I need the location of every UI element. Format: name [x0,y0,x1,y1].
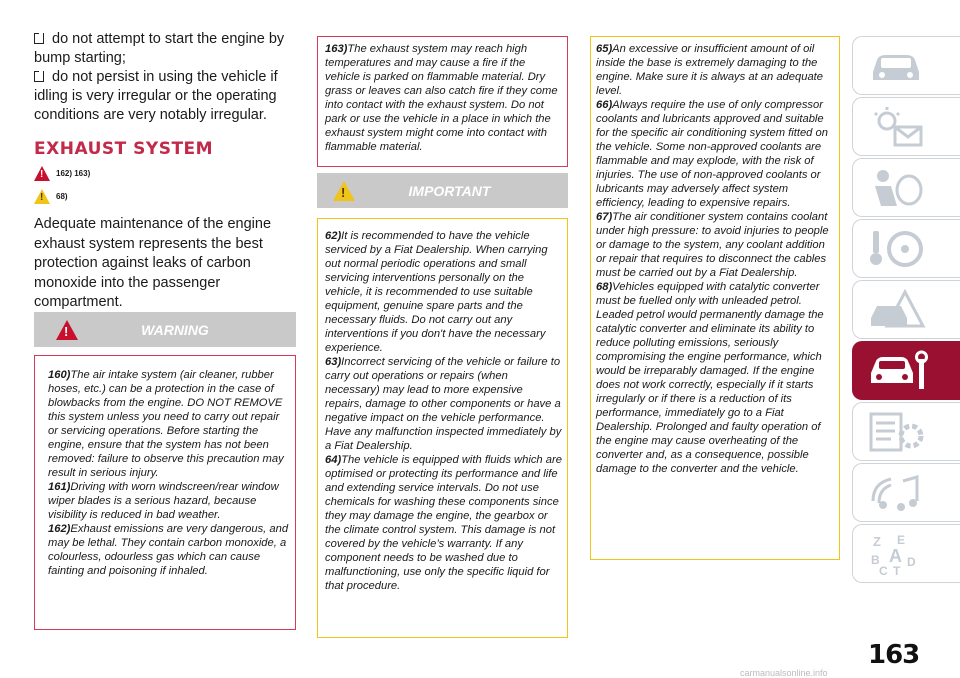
tab-servicing-care[interactable] [852,341,960,400]
warning-reference [34,164,296,182]
tab-knowing-your-car[interactable] [852,36,960,95]
note-text: The vehicle is equipped with fluids which are optimised or protecting its performance and life and extending service intervals. Do not use chemicals for washing these components since they may damage the engine, the gearbox or the climate control system. This damage is not covered by the vehicle’s warranty. If any component needs to be washed due to malfunctioning, use only the specific liquid for that procedure. [325,454,562,592]
dashboard-lights-icon [867,105,927,149]
note-number: 68) [596,281,613,293]
warning-triangle-icon: ! [34,166,50,181]
bullet-item [34,30,296,68]
tab-dashboard[interactable] [852,97,960,156]
body-paragraph: Adequate maintenance of the engine exhaust system represents the best protection against leaks of carbon monoxide into the passenger compartment. [34,216,272,310]
bullet-item [34,68,296,125]
note-number: 160) [48,369,71,381]
svg-text:T: T [893,563,901,576]
important-note [325,355,563,453]
tab-starting-driving[interactable] [852,219,960,278]
warning-note [48,522,291,578]
tab-technical-specs[interactable] [852,402,960,461]
key-steering-icon [867,227,927,271]
multimedia-icon [867,471,927,515]
tab-index[interactable] [852,524,960,583]
svg-text:A: A [889,545,902,566]
bullet-text: do not attempt to start the engine by bump starting; [34,31,285,66]
car-wrench-icon [867,349,937,393]
svg-text:B: B [871,552,880,567]
important-ref-text: 68) [56,191,68,201]
warning-note [48,480,291,522]
tab-multimedia[interactable] [852,463,960,522]
warning-box [34,355,296,630]
note-number: 62) [325,230,342,242]
note-number: 64) [325,454,342,466]
important-note [596,42,835,98]
checkbox-bullet-icon [34,71,44,82]
note-number: 65) [596,43,613,55]
important-triangle-icon: ! [333,181,355,201]
svg-text:D: D [907,554,916,569]
note-number: 66) [596,99,613,111]
important-title: IMPORTANT [408,182,491,199]
bullet-text: do not persist in using the vehicle if idling is very irregular or the operating conditions are very notably irregular. [34,69,278,123]
watermark: carmanualsonline.info [740,668,828,678]
svg-text:C: C [879,563,888,576]
note-number: 63) [325,356,342,368]
important-note [596,98,835,210]
important-note [325,229,563,355]
airbag-seat-icon [867,166,927,210]
car-icon [867,46,927,86]
note-number: 163) [325,43,348,55]
important-note [325,453,563,593]
index-letters-icon [867,532,927,576]
important-box-continued [590,36,840,560]
note-text: It is recommended to have the vehicle serviced by a Fiat Dealership. When carrying out normal periodic operations and small servicing interventions personally on the vehicle, it is recommended to use suitable equipment, genuine spare parts and the necessary fluids. Do not carry out any interventions if you don't have the necessary experience. [325,230,548,354]
important-triangle-icon: ! [34,189,50,204]
svg-text:E: E [897,532,906,547]
warning-note [48,368,291,480]
tab-safety[interactable] [852,158,960,217]
svg-text:Z: Z [873,533,881,549]
important-reference [34,187,296,205]
note-text: Driving with worn windscreen/rear window wiper blades is a serious hazard, because visibility is reduced in bad weather. [48,481,279,521]
note-text: Exhaust emissions are very dangerous, and may be lethal. They contain carbon monoxide, a colourless, odourless gas which can cause fainting and poisoning if inhaled. [48,523,289,577]
warning-header [34,312,296,347]
warning-note [325,42,563,154]
note-text: Always require the use of only compressor coolants and lubricants approved and suitable for the specific air conditioning system fitted on the vehicle. Some non-approved coolants are flammable and may explode, with the risk of injuries. The use of non-approved coolants or lubricants may adversely affect system efficiency, leading to expensive repairs. [596,99,828,209]
note-text: Vehicles equipped with catalytic converter must be fuelled only with unleaded petrol. Leaded petrol would permanently damage the catalytic converter and eliminate its ability to reduce polluting emissions, seriously compromising the engine performance, which would be irreparably damaged. If the engine does not work correctly, especially if it starts irregularly or if there is a reduction of its performance, immediately go to a Fiat Dealership. Prolonged and faulty operation of the engine may cause overheating of the converter and, as a consequence, possible damage to the converter and the vehicle. [596,281,824,475]
page-number: 163 [868,640,920,670]
note-text: Incorrect servicing of the vehicle or failure to carry out operations or repairs (when necessary) may lead to more expensive repairs, damage to other components or have a negative impact on the vehicle performance. Have any malfunction inspected immediately by a Fiat Dealership. [325,356,562,452]
section-title: EXHAUST SYSTEM [34,139,214,159]
tab-emergency[interactable] [852,280,960,339]
important-note [596,210,835,280]
note-text: An excessive or insufficient amount of oil inside the base is extremely damaging to the engine. Make sure it is always at an adequate level. [596,43,823,97]
specs-gear-icon [867,410,927,454]
note-text: The air intake system (air cleaner, rubber hoses, etc.) can be a protection in the case of blowbacks from the engine. DO NOT REMOVE this system unless you need to carry out repair or servicing operations. Before starting the engine, ensure that the system has not been removed: failure to observe this precaution may result in serious injury. [48,369,284,479]
note-text: The exhaust system may reach high temperatures and may cause a fire if the vehicle is parked on flammable material. Dry grass or leaves can also catch fire if they come into contact with the exhaust system. Do not park or use the vehicle in a place in which the exhaust system might come into contact with flammable material. [325,43,558,153]
important-note [596,280,835,476]
note-number: 162) [48,523,71,535]
warning-triangle-icon: ! [56,320,78,340]
note-number: 161) [48,481,71,493]
checkbox-bullet-icon [34,33,44,44]
important-header [317,173,568,208]
column-1 [34,30,296,313]
warning-ref-text: 162) 163) [56,168,91,178]
important-box [317,218,568,638]
chapter-tabs [852,36,960,585]
emergency-triangle-icon [867,288,927,332]
note-text: The air conditioner system contains coolant under high pressure: to avoid injuries to people or damage to the system, any coolant addition or repair that requires to disconnect the cables must be carried out by a Fiat Dealership. [596,211,829,279]
note-number: 67) [596,211,613,223]
warning-box-continued [317,36,568,167]
warning-title: WARNING [141,321,209,338]
